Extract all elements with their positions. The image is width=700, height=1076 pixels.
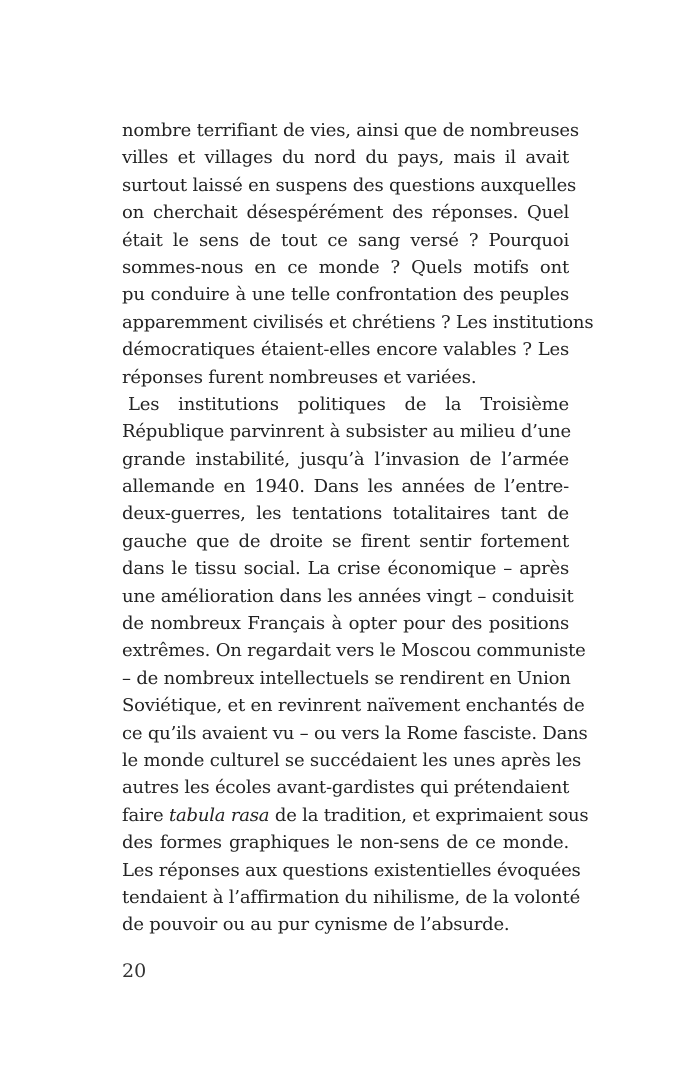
text-line: pu conduire à une telle confrontation des peuples bbox=[122, 284, 569, 306]
text-segment: de la tradition, et exprimaient sous bbox=[269, 804, 589, 826]
text-line: République parvinrent à subsister au milieu d’une bbox=[122, 421, 571, 443]
text-line: Les réponses aux questions existentielles évoquées bbox=[122, 859, 581, 881]
text-line: de nombreux Français à opter pour des positions bbox=[122, 613, 569, 635]
text-line: allemande en 1940. Dans les années de l’entre- bbox=[122, 476, 569, 498]
text-line: Les institutions politiques de la Troisième bbox=[128, 393, 569, 415]
body-text bbox=[122, 117, 594, 939]
text-line: on cherchait désespérément des réponses. Quel bbox=[122, 202, 569, 224]
paragraph bbox=[122, 391, 589, 939]
text-line: extrêmes. On regardait vers le Moscou communiste bbox=[122, 640, 586, 662]
text-line: apparemment civilisés et chrétiens ? Les institutions bbox=[122, 311, 594, 333]
text-line: des formes graphiques le non-sens de ce monde. bbox=[122, 832, 569, 854]
text-line: était le sens de tout ce sang versé ? Pourquoi bbox=[122, 229, 569, 251]
text-line: deux-guerres, les tentations totalitaires tant de bbox=[122, 503, 569, 525]
text-line: de pouvoir ou au pur cynisme de l’absurde. bbox=[122, 914, 510, 936]
text-line: sommes-nous en ce monde ? Quels motifs ont bbox=[122, 256, 569, 278]
text-line: gauche que de droite se firent sentir fortement bbox=[122, 530, 569, 552]
text-line: dans le tissu social. La crise économique – après bbox=[122, 558, 569, 580]
text-line: autres les écoles avant-gardistes qui prétendaient bbox=[122, 777, 570, 799]
text-line: tendaient à l’affirmation du nihilisme, de la volonté bbox=[122, 886, 581, 908]
text-line: villes et villages du nord du pays, mais il avait bbox=[122, 147, 569, 169]
text-segment: faire bbox=[122, 804, 169, 826]
text-line: Soviétique, et en revinrent naïvement enchantés de bbox=[122, 695, 585, 717]
page-number: 20 bbox=[122, 960, 147, 982]
text-line: – de nombreux intellectuels se rendirent en Union bbox=[122, 667, 571, 689]
paragraph bbox=[122, 117, 594, 391]
italic-phrase: tabula rasa bbox=[168, 804, 270, 826]
text-line: surtout laissé en suspens des questions auxquelles bbox=[122, 174, 577, 196]
text-line: le monde culturel se succédaient les unes après les bbox=[122, 749, 582, 771]
text-line: une amélioration dans les années vingt – conduisit bbox=[122, 585, 574, 607]
text-line bbox=[122, 802, 589, 829]
text-line: grande instabilité, jusqu’à l’invasion de l’armée bbox=[122, 448, 569, 470]
text-line: nombre terrifiant de vies, ainsi que de nombreuses bbox=[122, 120, 579, 141]
text-line: ce qu’ils avaient vu – ou vers la Rome fasciste. Dans bbox=[122, 722, 588, 744]
text-line: réponses furent nombreuses et variées. bbox=[122, 366, 477, 388]
text-line: démocratiques étaient-elles encore valables ? Les bbox=[122, 339, 569, 361]
